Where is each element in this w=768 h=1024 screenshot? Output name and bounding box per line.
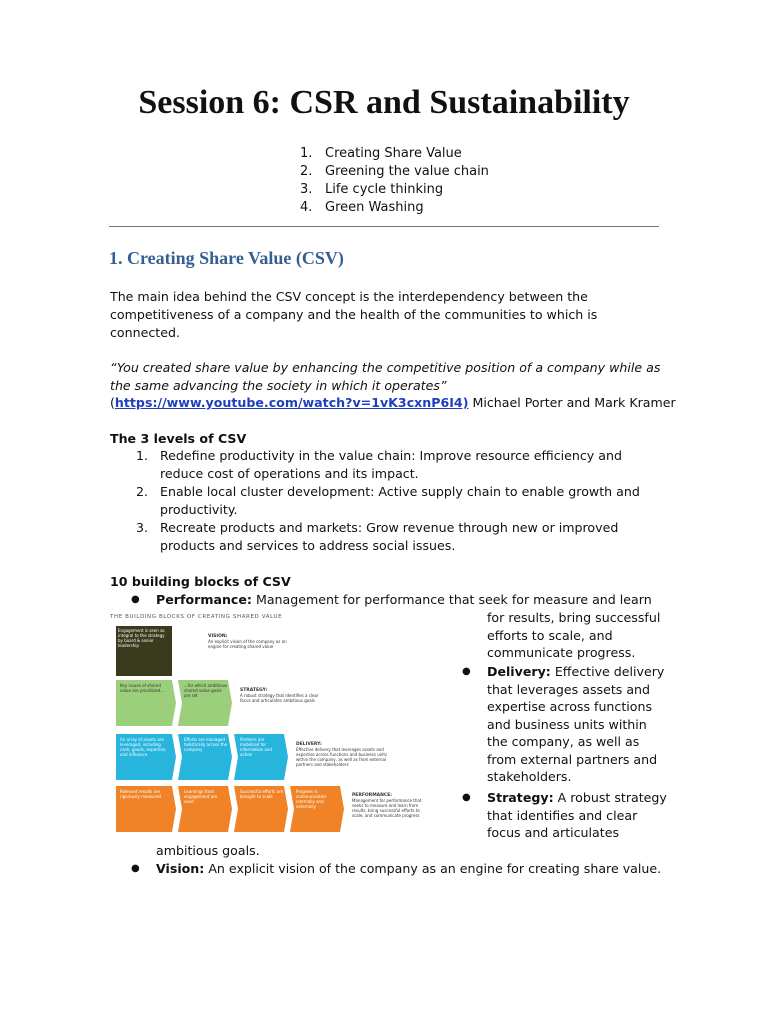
bullet-text: Effective delivery xyxy=(550,664,665,679)
green-text-wrap xyxy=(120,683,170,723)
text-line: efforts to scale, and xyxy=(487,627,613,643)
intro-paragraph: The main idea behind the CSV concept is the interdependency between the competitiveness of a company and the health of the communities to which is connected. xyxy=(110,289,598,340)
toc-label: Life cycle thinking xyxy=(325,182,444,197)
toc-label: Green Washing xyxy=(325,200,424,215)
list-text: Redefine productivity in the value chain: Improve resource efficiency and reduce cost of operations and its impact. xyxy=(160,448,622,481)
list-number: 1. xyxy=(136,448,149,463)
performance-line xyxy=(156,591,652,609)
list-text: Enable local cluster development: Active supply chain to enable growth and productivity. xyxy=(160,484,640,517)
list-text: Recreate products and markets: Grow revenue through new or improved products and services to address social issues. xyxy=(160,520,619,553)
toc-number: 4. xyxy=(300,200,313,215)
bullet-icon: ● xyxy=(131,863,140,874)
list-item xyxy=(136,447,656,483)
list-number: 2. xyxy=(136,484,149,499)
building-blocks-diagram xyxy=(108,610,430,838)
bullet-icon: ● xyxy=(462,792,471,803)
text-line: communicate progress. xyxy=(487,645,636,660)
bullet-text: A robust strategy xyxy=(553,790,667,805)
blue-text-wrap xyxy=(240,737,284,777)
toc-item xyxy=(300,181,489,199)
text-line: that leverages assets and xyxy=(487,681,651,697)
bullet-label: Performance: xyxy=(156,592,252,607)
text-line: for results, bring successful xyxy=(487,610,661,625)
text-line: that identifies and clear xyxy=(487,807,638,823)
text-line xyxy=(487,789,667,807)
strategy-body-wrap xyxy=(240,693,330,713)
orange-text-wrap xyxy=(240,789,284,829)
list-item xyxy=(136,519,656,555)
strategy-body: A robust strategy that identifies a clear focus and articulates ambitious goals xyxy=(240,693,319,703)
list-item xyxy=(136,483,656,519)
strategy-head: STRATEGY: xyxy=(240,688,268,693)
toc-label: Creating Share Value xyxy=(325,146,462,161)
heading-number: 1. xyxy=(109,248,123,268)
toc-label: Greening the value chain xyxy=(325,164,489,179)
bullet-label: Strategy: xyxy=(487,790,554,805)
orange-text: Learnings from engagement are used xyxy=(184,789,218,804)
cite-paren: ( xyxy=(110,395,115,410)
bullet-icon: ● xyxy=(131,594,140,605)
text-line xyxy=(487,663,664,681)
blue-text-wrap xyxy=(120,737,170,777)
strategy-tail: ambitious goals. xyxy=(156,843,260,858)
youtube-link[interactable]: https://www.youtube.com/watch?v=1vK3cxnP6I4) xyxy=(114,395,469,410)
orange-text: Progress is communicated internally and externally xyxy=(296,789,326,809)
toc-number: 3. xyxy=(300,182,313,197)
toc-number: 2. xyxy=(300,164,313,179)
toc-item xyxy=(300,145,489,163)
blue-text: Partners are mobilized for information and action xyxy=(240,737,272,757)
cite-authors: Michael Porter and Mark Kramer xyxy=(468,395,676,410)
diagram-title: THE BUILDING BLOCKS OF CREATING SHARED VALUE xyxy=(110,614,283,620)
text-line: and business units within xyxy=(487,716,647,732)
delivery-body-wrap xyxy=(296,747,396,777)
text-line: expertise across functions xyxy=(487,699,653,714)
performance-body: Management for performance that seeks to measure and learn from results, bring successful efforts to scale, and communicate progress xyxy=(352,798,422,818)
orange-text-wrap xyxy=(120,789,170,829)
section-heading xyxy=(109,248,344,269)
toc-number: 1. xyxy=(300,146,313,161)
delivery-body: Effective delivery that leverages assets and expertise across functions and business units within the company, as well as from external partners and stakeholders xyxy=(296,747,388,767)
performance-continued xyxy=(487,609,660,662)
divider xyxy=(109,226,659,227)
list-number: 3. xyxy=(136,520,149,535)
vision-head: VISION: xyxy=(208,634,228,639)
vision-bullet xyxy=(156,860,661,878)
page-title: Session 6: CSR and Sustainability xyxy=(138,84,630,121)
heading-text: Creating Share Value (CSV) xyxy=(127,248,344,268)
delivery-head: DELIVERY: xyxy=(296,742,322,747)
vision-body-wrap xyxy=(208,639,288,659)
bullet-label: Vision: xyxy=(156,861,205,876)
blocks-heading: 10 building blocks of CSV xyxy=(110,574,291,589)
bullet-text: An explicit vision of the company as an engine for creating share value. xyxy=(204,861,662,876)
citation xyxy=(110,394,676,412)
table-of-contents xyxy=(300,145,489,217)
green-text-wrap xyxy=(184,683,228,723)
vision-body: An explicit vision of the company as an engine for creating shared value xyxy=(208,639,287,649)
bullet-label: Delivery: xyxy=(487,664,551,679)
green-text: Key issues of shared value are prioritized... xyxy=(120,683,165,693)
dark-block-text: Engagement is seen as integral to the strategy by board & senior leadership xyxy=(118,628,165,648)
text-line: the company, as well as xyxy=(487,734,640,749)
levels-list xyxy=(136,447,656,555)
toc-item xyxy=(300,163,489,181)
strategy-bullet xyxy=(487,789,667,842)
text-line: from external partners and xyxy=(487,751,658,767)
dark-block-text-wrap xyxy=(118,628,170,674)
blue-text: An array of assets are leveraged, including cash, goods, expertise, and influence xyxy=(120,737,167,757)
orange-text: Successful efforts are brought to scale xyxy=(240,789,284,799)
orange-text-wrap xyxy=(296,789,340,829)
green-text: ...for which ambitious shared value goals are set xyxy=(184,683,228,698)
performance-head: PERFORMANCE: xyxy=(352,793,393,798)
text-line: focus and articulates xyxy=(487,825,620,840)
toc-item xyxy=(300,199,489,217)
bullet-text: Management for performance that seek for measure and learn xyxy=(251,592,652,607)
bullet-icon: ● xyxy=(462,666,471,677)
text-line: stakeholders. xyxy=(487,769,572,784)
levels-heading: The 3 levels of CSV xyxy=(110,431,247,446)
delivery-bullet xyxy=(487,663,664,786)
quote: “You created share value by enhancing the competitive position of a company while as the same advancing the society in which it operates” xyxy=(110,360,661,393)
blue-text-wrap xyxy=(184,737,228,777)
performance-body-wrap xyxy=(352,798,428,832)
blue-text: Efforts are managed holistically across the company xyxy=(184,737,228,752)
orange-text: Relevant results are rigorously measured xyxy=(120,789,162,799)
orange-text-wrap xyxy=(184,789,228,829)
